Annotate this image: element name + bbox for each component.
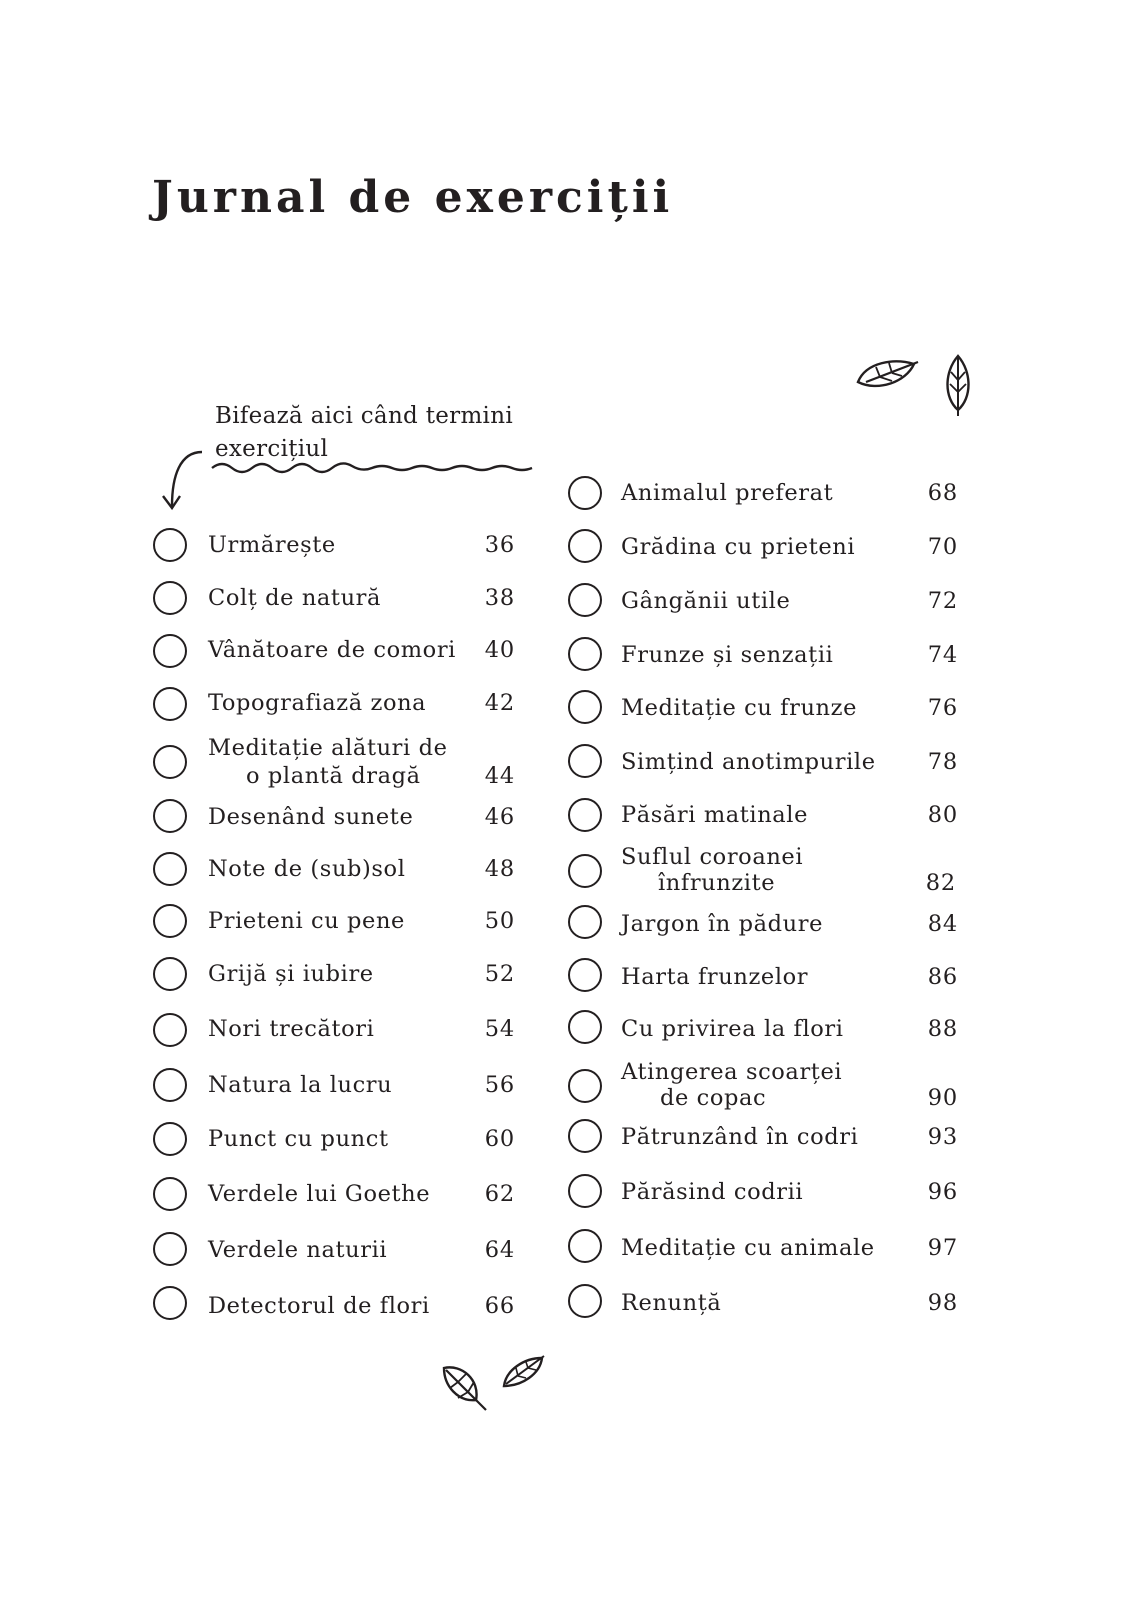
item-title: Grijă și iubire <box>208 961 374 987</box>
item-page: 38 <box>484 585 515 611</box>
checkbox[interactable] <box>568 529 602 563</box>
item-page: 68 <box>927 480 958 506</box>
item-title: Verdele naturii <box>208 1237 388 1263</box>
item-page: 96 <box>927 1179 958 1205</box>
item-page: 93 <box>927 1124 958 1150</box>
checkbox[interactable] <box>153 904 187 938</box>
item-page: 86 <box>927 964 958 990</box>
item-page: 88 <box>927 1016 958 1042</box>
checkbox[interactable] <box>153 1122 187 1156</box>
leaf-icon <box>852 352 924 396</box>
checkbox[interactable] <box>568 905 602 939</box>
item-title: Meditație cu animale <box>621 1235 875 1261</box>
item-title: Nori trecători <box>208 1016 375 1042</box>
item-title-line-2: o plantă dragă <box>246 763 421 789</box>
item-title-line-1: Suflul coroanei <box>621 844 804 870</box>
item-title: Frunze și senzații <box>621 642 834 668</box>
checkbox[interactable] <box>153 1232 187 1266</box>
item-page: 80 <box>927 802 958 828</box>
item-page: 44 <box>484 763 515 789</box>
item-page: 70 <box>927 534 958 560</box>
item-page: 36 <box>484 532 515 558</box>
leaf-icon <box>938 352 978 418</box>
item-page: 46 <box>484 804 515 830</box>
item-title: Desenând sunete <box>208 804 414 830</box>
item-page: 48 <box>484 856 515 882</box>
item-page: 42 <box>484 690 515 716</box>
item-page: 62 <box>484 1181 515 1207</box>
item-page: 72 <box>927 588 958 614</box>
item-title: Verdele lui Goethe <box>208 1181 431 1207</box>
item-title: Simțind anotimpurile <box>621 749 876 775</box>
item-page: 64 <box>484 1237 515 1263</box>
checkbox[interactable] <box>568 1284 602 1318</box>
item-title: Animalul preferat <box>621 480 834 506</box>
item-page: 78 <box>927 749 958 775</box>
checkbox[interactable] <box>568 854 602 888</box>
item-page: 98 <box>927 1290 958 1316</box>
item-page: 66 <box>484 1293 515 1319</box>
item-page: 74 <box>927 642 958 668</box>
item-page: 56 <box>484 1072 515 1098</box>
checkbox[interactable] <box>568 958 602 992</box>
item-page: 54 <box>484 1016 515 1042</box>
checkbox[interactable] <box>153 1286 187 1320</box>
leaf-icon <box>436 1360 492 1416</box>
checkbox[interactable] <box>153 528 187 562</box>
arrow-down-icon <box>150 446 210 514</box>
item-title: Prieteni cu pene <box>208 908 405 934</box>
item-page: 76 <box>927 695 958 721</box>
checkbox[interactable] <box>153 581 187 615</box>
item-page: 60 <box>484 1126 515 1152</box>
leaf-icon <box>498 1352 548 1392</box>
item-title: Jargon în pădure <box>621 911 824 937</box>
item-title: Cu privirea la flori <box>621 1016 844 1042</box>
checkbox[interactable] <box>153 1013 187 1047</box>
checkbox[interactable] <box>568 1010 602 1044</box>
item-title: Natura la lucru <box>208 1072 393 1098</box>
item-title: Urmărește <box>208 532 336 558</box>
checkbox[interactable] <box>153 1068 187 1102</box>
item-title-line-1: Meditație alături de <box>208 735 448 761</box>
item-page: 84 <box>927 911 958 937</box>
checkbox[interactable] <box>153 957 187 991</box>
checkbox[interactable] <box>153 799 187 833</box>
checkbox[interactable] <box>568 476 602 510</box>
item-title-line-1: Atingerea scoarței <box>621 1059 843 1085</box>
checkbox[interactable] <box>568 798 602 832</box>
checkbox[interactable] <box>568 1069 602 1103</box>
item-title: Punct cu punct <box>208 1126 389 1152</box>
item-title: Pătrunzând în codri <box>621 1124 859 1150</box>
item-title-line-2: de copac <box>660 1085 767 1111</box>
checkbox[interactable] <box>568 744 602 778</box>
checkbox[interactable] <box>153 634 187 668</box>
checkbox[interactable] <box>568 583 602 617</box>
item-page: 40 <box>484 637 515 663</box>
item-title: Vânătoare de comori <box>208 637 456 663</box>
hint-line-2: exercițiul <box>215 436 329 462</box>
item-title: Note de (sub)sol <box>208 856 406 882</box>
checkbox[interactable] <box>153 852 187 886</box>
checkbox[interactable] <box>568 690 602 724</box>
item-page: 82 <box>925 870 956 896</box>
item-title: Topografiază zona <box>208 690 427 716</box>
checkbox[interactable] <box>153 1177 187 1211</box>
item-title: Detectorul de flori <box>208 1293 430 1319</box>
wavy-underline <box>210 456 535 478</box>
item-page: 97 <box>927 1235 958 1261</box>
item-page: 50 <box>484 908 515 934</box>
item-title: Colț de natură <box>208 585 382 611</box>
checkbox[interactable] <box>153 745 187 779</box>
item-page: 90 <box>927 1085 958 1111</box>
item-title-line-2: înfrunzite <box>658 870 776 896</box>
item-title: Gângănii utile <box>621 588 791 614</box>
checkbox[interactable] <box>568 1119 602 1153</box>
checkbox[interactable] <box>568 1229 602 1263</box>
item-title: Păsări matinale <box>621 802 809 828</box>
item-title: Grădina cu prieteni <box>621 534 856 560</box>
item-page: 52 <box>484 961 515 987</box>
item-title: Meditație cu frunze <box>621 695 857 721</box>
checkbox[interactable] <box>568 1174 602 1208</box>
item-title: Harta frunzelor <box>621 964 809 990</box>
checkbox[interactable] <box>568 637 602 671</box>
item-title: Părăsind codrii <box>621 1179 804 1205</box>
item-title: Renunță <box>621 1290 722 1316</box>
page-title: Jurnal de exerciții <box>152 172 674 223</box>
checkbox[interactable] <box>153 687 187 721</box>
hint-line-1: Bifează aici când termini <box>215 403 513 429</box>
